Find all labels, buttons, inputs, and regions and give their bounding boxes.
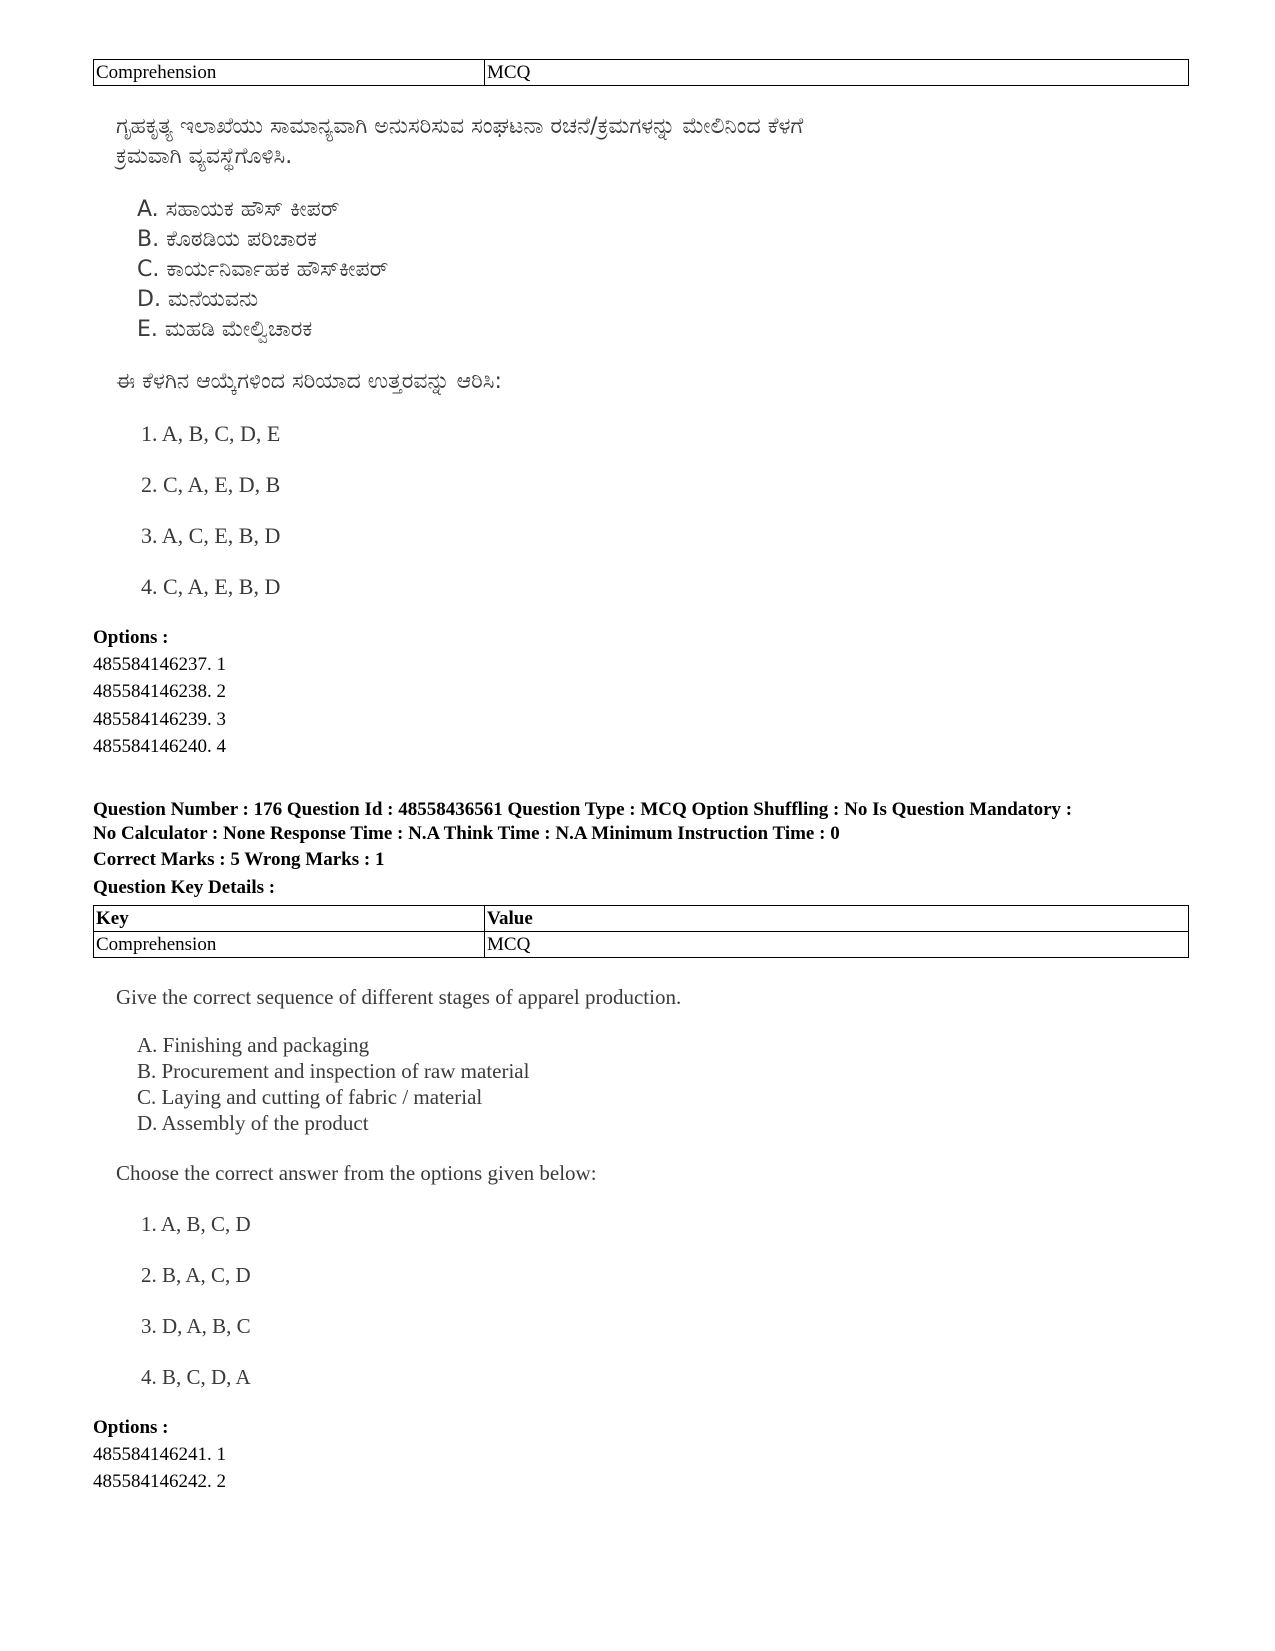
q176-item-b: B. Procurement and inspection of raw material xyxy=(137,1059,530,1083)
q175-options-label: Options : xyxy=(93,627,169,648)
q175-question-line-2: ಕ್ರಮವಾಗಿ ವ್ಯವಸ್ಥೆಗೊಳಿಸಿ. xyxy=(116,144,293,169)
table-cell-key: Comprehension xyxy=(94,932,485,958)
q176-question: Give the correct sequence of different stages of apparel production. xyxy=(116,985,682,1009)
q175-choice-1: 1. A, B, C, D, E xyxy=(141,421,281,446)
q175-option-3: 485584146239. 3 xyxy=(93,709,226,730)
q176-meta xyxy=(93,798,1193,846)
q175-instruction: ಈ ಕೆಳಗಿನ ಆಯ್ಕೆಗಳಿಂದ ಸರಿಯಾದ ಉತ್ತರವನ್ನು ಆರಿಸಿ: xyxy=(116,369,502,394)
table-row xyxy=(94,60,1189,86)
q175-item-c: C. ಕಾರ್ಯನಿರ್ವಾಹಕ ಹೌಸ್‌ಕೀಪರ್ xyxy=(137,257,389,282)
q176-options-label: Options : xyxy=(93,1417,169,1438)
q175-choice-3: 3. A, C, E, B, D xyxy=(141,523,281,548)
q176-meta-line-2: No Calculator : None Response Time : N.A Think Time : N.A Minimum Instruction Time : 0 xyxy=(93,823,840,844)
q176-key-table xyxy=(93,905,1189,958)
q175-item-b: B. ಕೊಠಡಿಯ ಪರಿಚಾರಕ xyxy=(137,227,317,252)
table-header-row xyxy=(94,906,1189,932)
q176-item-a: A. Finishing and packaging xyxy=(137,1033,370,1057)
q175-choice-2: 2. C, A, E, D, B xyxy=(141,472,281,497)
q176-key-details-label: Question Key Details : xyxy=(93,877,276,898)
q176-meta-line-1: Question Number : 176 Question Id : 48558436561 Question Type : MCQ Option Shuffling : No Is Question Mandatory : xyxy=(93,799,1073,820)
q176-instruction: Choose the correct answer from the options given below: xyxy=(116,1161,597,1185)
table-cell-key: Comprehension xyxy=(94,60,485,86)
q175-key-table xyxy=(93,59,1189,86)
q176-choice-3: 3. D, A, B, C xyxy=(141,1314,251,1338)
q175-option-2: 485584146238. 2 xyxy=(93,681,226,702)
q175-item-a: A. ಸಹಾಯಕ ಹೌಸ್ ಕೀಪರ್ xyxy=(137,197,340,222)
table-row xyxy=(94,932,1189,958)
q176-item-d: D. Assembly of the product xyxy=(137,1111,369,1135)
q176-choice-4: 4. B, C, D, A xyxy=(141,1365,251,1389)
q175-item-d: D. ಮನೆಯವನು xyxy=(137,287,259,312)
q175-option-1: 485584146237. 1 xyxy=(93,654,226,675)
q175-item-e: E. ಮಹಡಿ ಮೇಲ್ವಿಚಾರಕ xyxy=(137,317,313,342)
table-header-key: Key xyxy=(94,906,485,932)
table-header-value: Value xyxy=(485,906,1189,932)
q176-choice-2: 2. B, A, C, D xyxy=(141,1263,251,1287)
q176-choice-1: 1. A, B, C, D xyxy=(141,1212,251,1236)
table-cell-value: MCQ xyxy=(485,932,1189,958)
q175-question-line-1: ಗೃಹಕೃತ್ಯ ಇಲಾಖೆಯು ಸಾಮಾನ್ಯವಾಗಿ ಅನುಸರಿಸುವ ಸಂಘಟನಾ ರಚನೆ/ಕ್ರಮಗಳನ್ನು ಮೇಲಿನಿಂದ ಕೆಳಗೆ xyxy=(116,114,804,139)
q175-choice-4: 4. C, A, E, B, D xyxy=(141,574,281,599)
q175-option-4: 485584146240. 4 xyxy=(93,736,226,757)
table-cell-value: MCQ xyxy=(485,60,1189,86)
q176-option-2: 485584146242. 2 xyxy=(93,1471,226,1492)
q176-option-1: 485584146241. 1 xyxy=(93,1444,226,1465)
q176-item-c: C. Laying and cutting of fabric / material xyxy=(137,1085,483,1109)
q176-marks: Correct Marks : 5 Wrong Marks : 1 xyxy=(93,849,385,870)
